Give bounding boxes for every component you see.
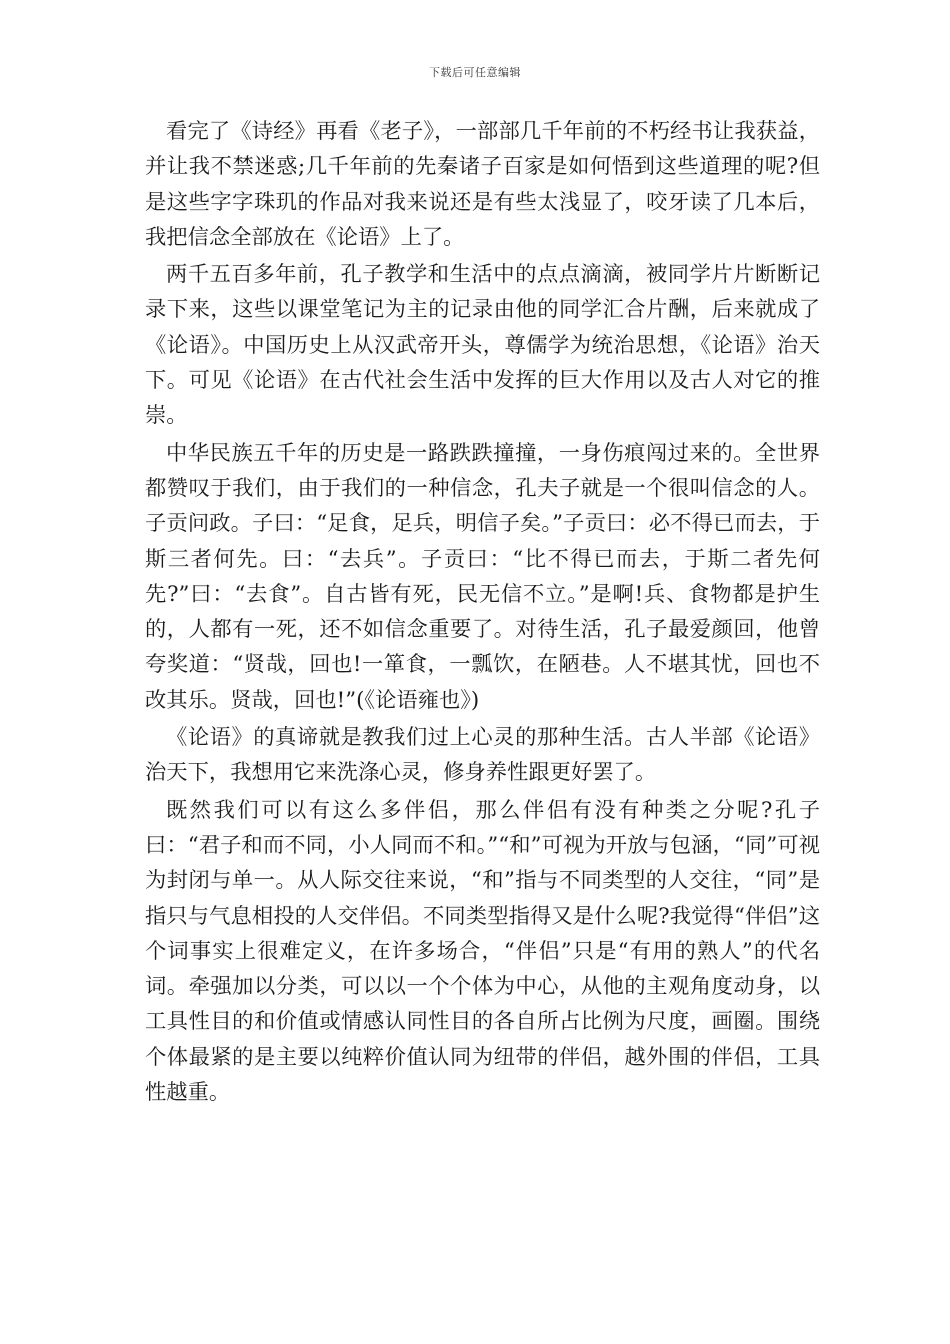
page-header: 下载后可任意编辑 — [429, 66, 521, 79]
paragraph-1: 看完了《诗经》再看《老子》，一部部几千年前的不朽经书让我获益，并让我不禁迷惑;几千年前的先秦诸子百家是如何悟到这些道理的呢?但是这些字字珠玑的作品对我来说还是有些太浅显了，咬牙读了几本后，我把信念全部放在《论语》上了。 — [145, 119, 820, 250]
paragraph-4: 《论语》的真谛就是教我们过上心灵的那种生活。古人半部《论语》治天下，我想用它来洗涤心灵，修身养性跟更好罢了。 — [145, 725, 820, 786]
paragraph-5: 既然我们可以有这么多伴侣，那么伴侣有没有种类之分呢?孔子曰：“君子和而不同，小人同而不和。”“和”可视为开放与包涵，“同”可视为封闭与单一。从人际交往来说，“和”指与不同类型的人交往，“同”是指只与气息相投的人交伴侣。不同类型指得又是什么呢?我觉得“伴侣”这个词事实上很难定义，在许多场合，“伴侣”只是“有用的熟人”的代名词。牵强加以分类，可以以一个个体为中心，从他的主观角度动身，以工具性目的和价值或情感认同性目的各自所占比例为尺度，画圈。围绕个体最紧的是主要以纯粹价值认同为纽带的伴侣，越外围的伴侣，工具性越重。 — [145, 797, 820, 1106]
paragraph-3: 中华民族五千年的历史是一路跌跌撞撞，一身伤痕闯过来的。全世界都赞叹于我们，由于我们的一种信念，孔夫子就是一个很叫信念的人。子贡问政。子曰：“足食，足兵，明信子矣。”子贡曰：必不得已而去，于斯三者何先。曰：“去兵”。子贡曰：“比不得已而去，于斯二者先何先?”曰：“去食”。自古皆有死，民无信不立。”是啊!兵、食物都是护生的，人都有一死，还不如信念重要了。对待生活，孔子最爱颜回，他曾夸奖道：“贤哉，回也!一箪食，一瓢饮，在陋巷。人不堪其忧，回也不改其乐。贤哉，回也!”(《论语雍也》) — [145, 440, 820, 713]
document-body — [145, 114, 820, 1112]
paragraph-2: 两千五百多年前，孔子教学和生活中的点点滴滴，被同学片片断断记录下来，这些以课堂笔记为主的记录由他的同学汇合片酬，后来就成了《论语》。中国历史上从汉武帝开头，尊儒学为统治思想，《论语》治天下。可见《论语》在古代社会生活中发挥的巨大作用以及古人对它的推崇。 — [145, 262, 820, 429]
